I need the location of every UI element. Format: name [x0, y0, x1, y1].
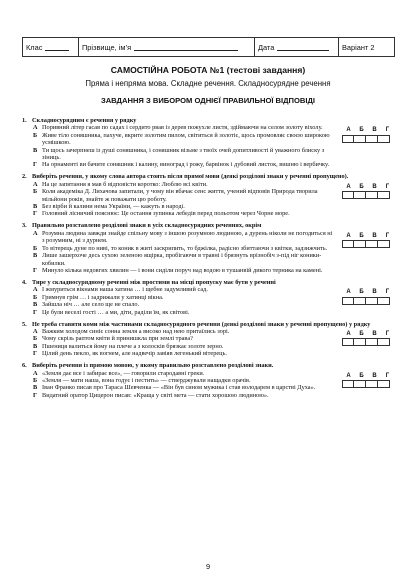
- option-letter: А: [33, 327, 38, 335]
- answer-box-c[interactable]: [366, 135, 378, 143]
- answer-box-d[interactable]: [378, 380, 390, 388]
- answer-letter: Б: [359, 330, 364, 337]
- answer-box-d[interactable]: [378, 135, 390, 143]
- answer-letter: Б: [359, 289, 364, 296]
- class-label: Клас: [26, 42, 43, 52]
- option-a: [22, 230, 394, 245]
- answer-letter: Г: [385, 183, 390, 190]
- answer-letter: Г: [385, 330, 390, 337]
- answer-box-c[interactable]: [366, 380, 378, 388]
- question-number: 3.: [22, 222, 27, 230]
- option-a: [22, 370, 394, 377]
- question-2: [22, 173, 394, 217]
- question-text: Правильно розставлено розділові знаки в усіх складносурядних реченнях, окрім: [32, 222, 262, 230]
- answer-box-d[interactable]: [378, 297, 390, 305]
- option-text: Поривний літер гасав по садах і сердито рвав із дерев пожухле листя, здіймаючи на селом золоту віхолу.: [42, 124, 323, 132]
- option-a: [22, 328, 394, 335]
- answer-letter: Б: [359, 232, 364, 239]
- option-text: Без вірби й калини нема України, — кажуть в народі.: [42, 203, 185, 211]
- answer-letter: А: [346, 127, 351, 134]
- option-text: Ти щось зачерпнеш із душі соняшника, і соняшник візьме з твоїх очей допитливості й уважного блиску з зіниць.: [42, 146, 325, 162]
- option-d: [22, 309, 394, 316]
- option-text: Гримнув грім … і задрижали у хатинці вікна.: [42, 293, 164, 301]
- option-text: «Земля — мати наша, вона годує і пестить» — стверджували нащадки орачів.: [42, 376, 251, 384]
- answer-grid: [342, 233, 394, 248]
- answer-letter: В: [372, 330, 377, 337]
- option-letter: Б: [33, 335, 38, 343]
- option-letter: Г: [33, 391, 38, 399]
- option-letter: В: [33, 342, 38, 350]
- worksheet-topic: Пряма і непряма мова. Складне речення. Складносурядне речення: [85, 79, 331, 88]
- option-text: Іван Франко писав про Тараса Шевченка — «Він був сином мужика і став володарем в царстві Духа».: [42, 384, 316, 392]
- option-d: [22, 392, 394, 399]
- option-letter: Б: [33, 244, 38, 252]
- option-text: Живе тіло соняшника, пахуче, вкрите золотим пилом, світиться й золотіє, щось промовляє своєю широкою усмішкою.: [42, 131, 330, 147]
- answer-letter: Б: [359, 183, 364, 190]
- page-number: 9: [205, 562, 211, 571]
- name-cell[interactable]: [79, 38, 255, 56]
- answer-letter: А: [346, 330, 351, 337]
- student-info-header: [22, 37, 395, 57]
- option-a: [22, 286, 394, 293]
- question-4: [22, 279, 394, 316]
- option-text: Коли академіка Д. Лихачова запитали, у чому він вбачає сенс життя, учений відповів Природа творила мільйони років, знайте ж поважати цю роботу.: [42, 188, 318, 203]
- answer-letter: А: [346, 183, 351, 190]
- option-text: То вітерець дуне по ниві, то коник в житі заскрипить, то бджілка, радісно збиттаючи з квітки, задзижчить.: [42, 244, 328, 252]
- option-letter: А: [33, 124, 38, 132]
- answer-box-c[interactable]: [366, 297, 378, 305]
- option-b: [22, 294, 394, 301]
- answer-box-a[interactable]: [342, 297, 354, 305]
- option-letter: А: [33, 180, 38, 188]
- question-text: Виберіть речення, у якому слова автора стоять після прямої мови (деякі розділові знаки у реченні пропущено).: [32, 173, 349, 181]
- answer-letter: В: [372, 183, 377, 190]
- answer-box-b[interactable]: [354, 380, 366, 388]
- answer-box-a[interactable]: [342, 380, 354, 388]
- question-number: 4.: [22, 278, 27, 286]
- question-number: 2.: [22, 173, 27, 181]
- option-letter: Б: [33, 293, 38, 301]
- option-d: [22, 350, 394, 357]
- name-label: Прізвище, ім’я: [82, 42, 132, 52]
- option-letter: Г: [33, 210, 38, 218]
- answer-box-a[interactable]: [342, 135, 354, 143]
- question-number: 5.: [22, 320, 27, 328]
- option-d: [22, 267, 394, 274]
- answer-box-a[interactable]: [342, 338, 354, 346]
- option-b: [22, 132, 394, 147]
- worksheet-title: САМОСТІЙНА РОБОТА №1 (тестові завдання): [110, 65, 306, 75]
- option-c: [22, 343, 394, 350]
- option-text: Видатний оратор Цицерон писав: «Краща у світі мета — стати хорошою людиною».: [42, 391, 269, 399]
- answer-letter: Г: [385, 232, 390, 239]
- option-d: [22, 161, 394, 168]
- answer-letter: Г: [385, 127, 390, 134]
- question-list: [22, 117, 394, 404]
- answer-letter: Б: [359, 372, 364, 379]
- option-a: [22, 181, 394, 188]
- answer-box-d[interactable]: [378, 338, 390, 346]
- answer-box-c[interactable]: [366, 240, 378, 248]
- class-blank[interactable]: [45, 43, 69, 51]
- option-letter: Б: [33, 131, 38, 139]
- answer-letter: А: [346, 232, 351, 239]
- option-letter: Г: [33, 266, 38, 274]
- answer-letter: В: [372, 289, 377, 296]
- answer-letter: А: [346, 372, 351, 379]
- answer-box-a[interactable]: [342, 191, 354, 199]
- date-label: Дата: [258, 42, 275, 52]
- answer-grid: [342, 289, 394, 304]
- option-letter: Б: [33, 376, 38, 384]
- question-6: [22, 362, 394, 399]
- answer-letter: Г: [385, 372, 390, 379]
- answer-letter: А: [346, 289, 351, 296]
- option-c: [22, 384, 394, 391]
- option-b: [22, 335, 394, 342]
- question-text: Складносурядним є речення у рядку: [32, 117, 137, 124]
- option-a: [22, 124, 394, 131]
- question-3: [22, 222, 394, 274]
- answer-box-d[interactable]: [378, 191, 390, 199]
- option-text: Чому скрізь раптом квіти й принишкла при землі трава?: [42, 335, 193, 343]
- date-cell[interactable]: [255, 38, 339, 56]
- option-text: На це запитання я мав б відповісти коротко: Люблю всі квіти.: [42, 180, 208, 188]
- option-text: Зайшла ніч … але село ще не спало.: [42, 301, 140, 309]
- option-letter: В: [33, 252, 38, 260]
- question-text: Виберіть речення із прямою мовою, у якому правильно розставлено розділові знаки.: [32, 362, 274, 370]
- answer-box-c[interactable]: [366, 338, 378, 346]
- option-b: [22, 377, 394, 384]
- answer-box-b[interactable]: [354, 240, 366, 248]
- answer-letter: Г: [385, 289, 390, 296]
- option-letter: А: [33, 286, 38, 294]
- answer-grid: [342, 184, 394, 199]
- option-c: [22, 252, 394, 267]
- class-cell[interactable]: [23, 38, 79, 56]
- question-5: [22, 321, 394, 358]
- option-b: [22, 245, 394, 252]
- answer-box-c[interactable]: [366, 191, 378, 199]
- answer-grid: [342, 373, 394, 388]
- question-1: [22, 117, 394, 169]
- option-letter: В: [33, 301, 38, 309]
- date-blank[interactable]: [277, 43, 329, 51]
- name-blank[interactable]: [134, 43, 238, 51]
- question-text: Тире у складносурядному реченні між простими на місці пропуску має бути у реченні: [32, 278, 276, 286]
- variant-label: Варіант 2: [342, 42, 375, 52]
- option-text: Минуло кілька недовгих хвилин — і вони сиділи поруч над водою в тушанвій дикого терника на камені.: [42, 266, 323, 274]
- option-text: На орнаменті ви бачите соняшник і калину, виноград і рожу, барвінок і дубовий листок, вишню і вербичку.: [42, 161, 330, 169]
- answer-box-a[interactable]: [342, 240, 354, 248]
- option-letter: Г: [33, 161, 38, 169]
- option-text: Розумна людина завжди знайде спільну мову з іншою розумною людиною, а дурень ніколи не погодиться ні з розумним, ні з дурнем.: [42, 229, 333, 245]
- option-letter: Б: [33, 188, 38, 196]
- option-letter: В: [33, 203, 38, 211]
- question-number: 6.: [22, 362, 27, 370]
- answer-letter: Б: [359, 127, 364, 134]
- question-text: Не треба ставити коми між частинами складносурядного речення (деякі розділові знаки у реченні пропущено) у рядку: [32, 320, 371, 328]
- option-text: Цілий день пекло, як вогнем, але надвечір завіяв легенький вітерець.: [42, 350, 227, 358]
- option-letter: В: [33, 146, 38, 154]
- option-text: Це були веселі гості … а ми, діти, раділи їм, як світові.: [42, 308, 190, 316]
- answer-grid: [342, 127, 394, 142]
- option-text: Лише зашерхоче десь сухою зеленою ящірка, пробігаючи в травні і брязнуть врізнобіч з-під ніг коники-кобилки.: [42, 252, 322, 267]
- answer-box-b[interactable]: [354, 338, 366, 346]
- answer-letter: В: [372, 372, 377, 379]
- answer-letter: В: [372, 127, 377, 134]
- option-text: Важким холодом синіє сонна земля а високо над нею притаїлись зорі.: [42, 327, 230, 335]
- answer-box-d[interactable]: [378, 240, 390, 248]
- option-text: «Земля дає все і забирає все», — говорили стародавні греки.: [42, 369, 205, 377]
- option-c: [22, 147, 394, 162]
- answer-grid: [342, 331, 394, 346]
- option-d: [22, 210, 394, 217]
- option-c: [22, 203, 394, 210]
- option-letter: Г: [33, 350, 38, 358]
- option-letter: В: [33, 384, 38, 392]
- answer-box-b[interactable]: [354, 135, 366, 143]
- option-letter: А: [33, 229, 38, 237]
- option-text: І жмуриться вікнами наша хатина … і щебне задумливий сад.: [42, 286, 208, 294]
- task-type-heading: ЗАВДАННЯ З ВИБОРОМ ОДНІЄЇ ПРАВИЛЬНОЇ ВІДПОВІДІ: [100, 96, 316, 105]
- variant-cell: [339, 38, 394, 56]
- option-b: [22, 188, 394, 203]
- answer-letter: В: [372, 232, 377, 239]
- option-text: Пшениця валиться йому на плече а з колосків брязкає золоте зерно.: [42, 342, 224, 350]
- option-c: [22, 301, 394, 308]
- option-letter: А: [33, 369, 38, 377]
- question-number: 1.: [22, 117, 27, 124]
- answer-box-b[interactable]: [354, 191, 366, 199]
- option-letter: Г: [33, 308, 38, 316]
- answer-box-b[interactable]: [354, 297, 366, 305]
- option-text: Головний лісничий пояснює: Це остання зупинка лебедів перед польотом через Чорне море.: [42, 210, 290, 218]
